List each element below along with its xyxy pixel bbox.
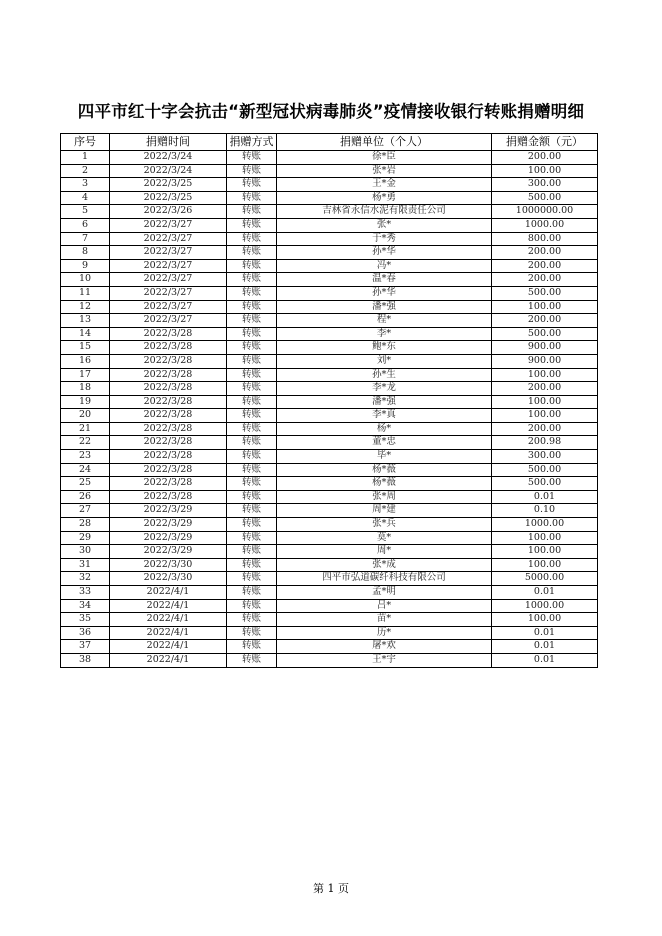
donor-cell: 张*成: [277, 558, 492, 572]
donor-cell: 杨*薇: [277, 463, 492, 477]
donor-cell: 周*: [277, 545, 492, 559]
donation-date-cell: 2022/3/28: [110, 436, 227, 450]
donor-cell: 于*秀: [277, 232, 492, 246]
serial-number-cell: 7: [61, 232, 110, 246]
amount-cell: 200.00: [492, 382, 598, 396]
amount-cell: 500.00: [492, 463, 598, 477]
amount-cell: 1000.00: [492, 518, 598, 532]
table-row: [61, 477, 598, 491]
donor-cell: 孙*华: [277, 286, 492, 300]
amount-cell: 1000.00: [492, 218, 598, 232]
amount-cell: 900.00: [492, 341, 598, 355]
amount-cell: 100.00: [492, 164, 598, 178]
donation-method-cell: 转账: [227, 531, 277, 545]
donation-method-cell: 转账: [227, 558, 277, 572]
donation-method-cell: 转账: [227, 178, 277, 192]
donation-date-cell: 2022/3/29: [110, 504, 227, 518]
donation-date-cell: 2022/3/28: [110, 395, 227, 409]
amount-cell: 0.01: [492, 586, 598, 600]
donor-cell: 杨*勇: [277, 191, 492, 205]
serial-number-cell: 14: [61, 327, 110, 341]
table-row: [61, 327, 598, 341]
donor-cell: 潘*强: [277, 300, 492, 314]
donation-method-cell: 转账: [227, 599, 277, 613]
donation-method-cell: 转账: [227, 232, 277, 246]
donor-cell: 孙*生: [277, 368, 492, 382]
donation-method-cell: 转账: [227, 586, 277, 600]
donor-cell: 鲍*东: [277, 341, 492, 355]
donor-cell: 毕*: [277, 450, 492, 464]
amount-cell: 1000.00: [492, 599, 598, 613]
serial-number-cell: 28: [61, 518, 110, 532]
donation-date-cell: 2022/3/28: [110, 341, 227, 355]
amount-cell: 0.10: [492, 504, 598, 518]
donation-date-cell: 2022/3/28: [110, 368, 227, 382]
donation-method-cell: 转账: [227, 205, 277, 219]
donation-method-cell: 转账: [227, 640, 277, 654]
table-row: [61, 422, 598, 436]
donor-cell: 历*: [277, 626, 492, 640]
donation-method-cell: 转账: [227, 450, 277, 464]
donation-date-cell: 2022/3/29: [110, 531, 227, 545]
donation-method-cell: 转账: [227, 273, 277, 287]
serial-number-cell: 35: [61, 613, 110, 627]
donation-date-cell: 2022/3/25: [110, 191, 227, 205]
serial-number-cell: 37: [61, 640, 110, 654]
serial-number-cell: 6: [61, 218, 110, 232]
donation-date-cell: 2022/4/1: [110, 613, 227, 627]
table-row: [61, 545, 598, 559]
donor-cell: 温*春: [277, 273, 492, 287]
donor-cell: 刘*: [277, 354, 492, 368]
donor-cell: 杨*薇: [277, 477, 492, 491]
amount-cell: 0.01: [492, 640, 598, 654]
donor-cell: 张*: [277, 218, 492, 232]
donation-date-cell: 2022/3/30: [110, 572, 227, 586]
amount-cell: 100.00: [492, 558, 598, 572]
donor-cell: 吉林省永信水泥有限责任公司: [277, 205, 492, 219]
amount-cell: 200.00: [492, 151, 598, 165]
donation-method-cell: 转账: [227, 246, 277, 260]
serial-number-cell: 26: [61, 490, 110, 504]
header-serial-number: 序号: [61, 134, 110, 151]
amount-cell: 100.00: [492, 531, 598, 545]
donor-cell: 苗*: [277, 613, 492, 627]
amount-cell: 200.00: [492, 273, 598, 287]
amount-cell: 100.00: [492, 395, 598, 409]
header-donor: 捐赠单位（个人）: [277, 134, 492, 151]
donation-method-cell: 转账: [227, 327, 277, 341]
table-row: [61, 653, 598, 667]
table-body: [61, 151, 598, 668]
donor-cell: 屠*欢: [277, 640, 492, 654]
table-row: [61, 463, 598, 477]
serial-number-cell: 8: [61, 246, 110, 260]
donation-date-cell: 2022/4/1: [110, 586, 227, 600]
amount-cell: 300.00: [492, 450, 598, 464]
table-row: [61, 164, 598, 178]
serial-number-cell: 9: [61, 259, 110, 273]
serial-number-cell: 11: [61, 286, 110, 300]
donation-date-cell: 2022/3/28: [110, 477, 227, 491]
donation-date-cell: 2022/3/28: [110, 422, 227, 436]
donation-method-cell: 转账: [227, 300, 277, 314]
donation-date-cell: 2022/4/1: [110, 599, 227, 613]
serial-number-cell: 27: [61, 504, 110, 518]
table-row: [61, 259, 598, 273]
donation-method-cell: 转账: [227, 422, 277, 436]
amount-cell: 0.01: [492, 626, 598, 640]
table-header: [61, 134, 598, 151]
amount-cell: 100.00: [492, 613, 598, 627]
donation-date-cell: 2022/3/27: [110, 218, 227, 232]
donation-date-cell: 2022/4/1: [110, 640, 227, 654]
serial-number-cell: 32: [61, 572, 110, 586]
header-donation-date: 捐赠时间: [110, 134, 227, 151]
donation-method-cell: 转账: [227, 463, 277, 477]
amount-cell: 800.00: [492, 232, 598, 246]
donation-method-cell: 转账: [227, 613, 277, 627]
amount-cell: 500.00: [492, 477, 598, 491]
table-row: [61, 191, 598, 205]
donor-cell: 潘*强: [277, 395, 492, 409]
serial-number-cell: 21: [61, 422, 110, 436]
serial-number-cell: 29: [61, 531, 110, 545]
donor-cell: 四平市弘道碳纤科技有限公司: [277, 572, 492, 586]
donor-cell: 孙*华: [277, 246, 492, 260]
donation-date-cell: 2022/3/26: [110, 205, 227, 219]
serial-number-cell: 12: [61, 300, 110, 314]
serial-number-cell: 16: [61, 354, 110, 368]
donation-date-cell: 2022/3/24: [110, 151, 227, 165]
serial-number-cell: 13: [61, 314, 110, 328]
amount-cell: 500.00: [492, 327, 598, 341]
donation-date-cell: 2022/3/28: [110, 327, 227, 341]
serial-number-cell: 38: [61, 653, 110, 667]
donor-cell: 吕*: [277, 599, 492, 613]
serial-number-cell: 31: [61, 558, 110, 572]
donor-cell: 孟*明: [277, 586, 492, 600]
donation-date-cell: 2022/4/1: [110, 653, 227, 667]
amount-cell: 0.01: [492, 490, 598, 504]
donation-method-cell: 转账: [227, 151, 277, 165]
page-title: 四平市红十字会抗击“新型冠状病毒肺炎”疫情接收银行转账捐赠明细: [77, 102, 585, 121]
amount-cell: 100.00: [492, 300, 598, 314]
serial-number-cell: 17: [61, 368, 110, 382]
donation-date-cell: 2022/3/28: [110, 382, 227, 396]
donor-cell: 莫*: [277, 531, 492, 545]
donation-method-cell: 转账: [227, 436, 277, 450]
page-number: 第 1 页: [313, 882, 349, 895]
table-row: [61, 490, 598, 504]
donation-method-cell: 转账: [227, 545, 277, 559]
amount-cell: 300.00: [492, 178, 598, 192]
table-row: [61, 246, 598, 260]
donation-date-cell: 2022/3/28: [110, 354, 227, 368]
donation-date-cell: 2022/3/27: [110, 232, 227, 246]
table-row: [61, 300, 598, 314]
donation-date-cell: 2022/3/30: [110, 558, 227, 572]
table-row: [61, 450, 598, 464]
donation-method-cell: 转账: [227, 218, 277, 232]
table-row: [61, 382, 598, 396]
table-row: [61, 436, 598, 450]
table-row: [61, 640, 598, 654]
serial-number-cell: 4: [61, 191, 110, 205]
serial-number-cell: 2: [61, 164, 110, 178]
serial-number-cell: 22: [61, 436, 110, 450]
table-row: [61, 531, 598, 545]
donation-method-cell: 转账: [227, 368, 277, 382]
donor-cell: 杨*: [277, 422, 492, 436]
donor-cell: 李*: [277, 327, 492, 341]
donation-method-cell: 转账: [227, 477, 277, 491]
donation-method-cell: 转账: [227, 518, 277, 532]
serial-number-cell: 19: [61, 395, 110, 409]
donor-cell: 张*周: [277, 490, 492, 504]
table-row: [61, 273, 598, 287]
table-row: [61, 626, 598, 640]
amount-cell: 1000000.00: [492, 205, 598, 219]
donor-cell: 李*龙: [277, 382, 492, 396]
donor-cell: 王*宇: [277, 653, 492, 667]
serial-number-cell: 10: [61, 273, 110, 287]
table-row: [61, 586, 598, 600]
donation-method-cell: 转账: [227, 191, 277, 205]
donor-cell: 张*兵: [277, 518, 492, 532]
amount-cell: 500.00: [492, 191, 598, 205]
donation-date-cell: 2022/3/27: [110, 246, 227, 260]
amount-cell: 200.00: [492, 314, 598, 328]
serial-number-cell: 23: [61, 450, 110, 464]
amount-cell: 100.00: [492, 409, 598, 423]
serial-number-cell: 25: [61, 477, 110, 491]
donation-date-cell: 2022/3/27: [110, 286, 227, 300]
donation-method-cell: 转账: [227, 164, 277, 178]
table-row: [61, 368, 598, 382]
table-row: [61, 151, 598, 165]
table-row: [61, 341, 598, 355]
table-row: [61, 395, 598, 409]
amount-cell: 200.00: [492, 422, 598, 436]
table-row: [61, 218, 598, 232]
donation-date-cell: 2022/3/27: [110, 259, 227, 273]
table-row: [61, 354, 598, 368]
table-row: [61, 286, 598, 300]
donor-cell: 周*建: [277, 504, 492, 518]
donation-method-cell: 转账: [227, 626, 277, 640]
header-donation-method: 捐赠方式: [227, 134, 277, 151]
serial-number-cell: 5: [61, 205, 110, 219]
table-row: [61, 558, 598, 572]
donor-cell: 冯*: [277, 259, 492, 273]
amount-cell: 200.00: [492, 246, 598, 260]
donation-date-cell: 2022/3/24: [110, 164, 227, 178]
donation-method-cell: 转账: [227, 286, 277, 300]
donation-date-cell: 2022/3/27: [110, 300, 227, 314]
donation-method-cell: 转账: [227, 490, 277, 504]
table-row: [61, 518, 598, 532]
donation-method-cell: 转账: [227, 395, 277, 409]
donation-date-cell: 2022/3/27: [110, 314, 227, 328]
serial-number-cell: 1: [61, 151, 110, 165]
table-row: [61, 314, 598, 328]
table-row: [61, 232, 598, 246]
amount-cell: 200.98: [492, 436, 598, 450]
serial-number-cell: 18: [61, 382, 110, 396]
donor-cell: 董*忠: [277, 436, 492, 450]
table-row: [61, 409, 598, 423]
donation-method-cell: 转账: [227, 382, 277, 396]
table-row: [61, 178, 598, 192]
serial-number-cell: 24: [61, 463, 110, 477]
amount-cell: 5000.00: [492, 572, 598, 586]
donation-date-cell: 2022/3/28: [110, 409, 227, 423]
amount-cell: 100.00: [492, 368, 598, 382]
donor-cell: 程*: [277, 314, 492, 328]
table-row: [61, 572, 598, 586]
donation-date-cell: 2022/3/25: [110, 178, 227, 192]
donation-method-cell: 转账: [227, 572, 277, 586]
donation-date-cell: 2022/3/27: [110, 273, 227, 287]
donation-method-cell: 转账: [227, 504, 277, 518]
donation-date-cell: 2022/4/1: [110, 626, 227, 640]
amount-cell: 500.00: [492, 286, 598, 300]
amount-cell: 900.00: [492, 354, 598, 368]
donor-cell: 王*金: [277, 178, 492, 192]
serial-number-cell: 36: [61, 626, 110, 640]
amount-cell: 0.01: [492, 653, 598, 667]
donation-date-cell: 2022/3/28: [110, 450, 227, 464]
table-row: [61, 613, 598, 627]
donation-date-cell: 2022/3/29: [110, 545, 227, 559]
donation-date-cell: 2022/3/28: [110, 490, 227, 504]
donation-table: [60, 133, 598, 668]
table-row: [61, 504, 598, 518]
donation-method-cell: 转账: [227, 409, 277, 423]
donation-method-cell: 转账: [227, 653, 277, 667]
serial-number-cell: 3: [61, 178, 110, 192]
header-amount: 捐赠金额（元）: [492, 134, 598, 151]
donor-cell: 张*岩: [277, 164, 492, 178]
amount-cell: 100.00: [492, 545, 598, 559]
donor-cell: 李*真: [277, 409, 492, 423]
amount-cell: 200.00: [492, 259, 598, 273]
table-row: [61, 599, 598, 613]
serial-number-cell: 30: [61, 545, 110, 559]
donation-method-cell: 转账: [227, 341, 277, 355]
donation-date-cell: 2022/3/29: [110, 518, 227, 532]
donation-method-cell: 转账: [227, 314, 277, 328]
donation-method-cell: 转账: [227, 354, 277, 368]
serial-number-cell: 34: [61, 599, 110, 613]
table-row: [61, 205, 598, 219]
header-row: [61, 134, 598, 151]
serial-number-cell: 15: [61, 341, 110, 355]
serial-number-cell: 33: [61, 586, 110, 600]
donation-method-cell: 转账: [227, 259, 277, 273]
donation-date-cell: 2022/3/28: [110, 463, 227, 477]
donor-cell: 徐*臣: [277, 151, 492, 165]
serial-number-cell: 20: [61, 409, 110, 423]
